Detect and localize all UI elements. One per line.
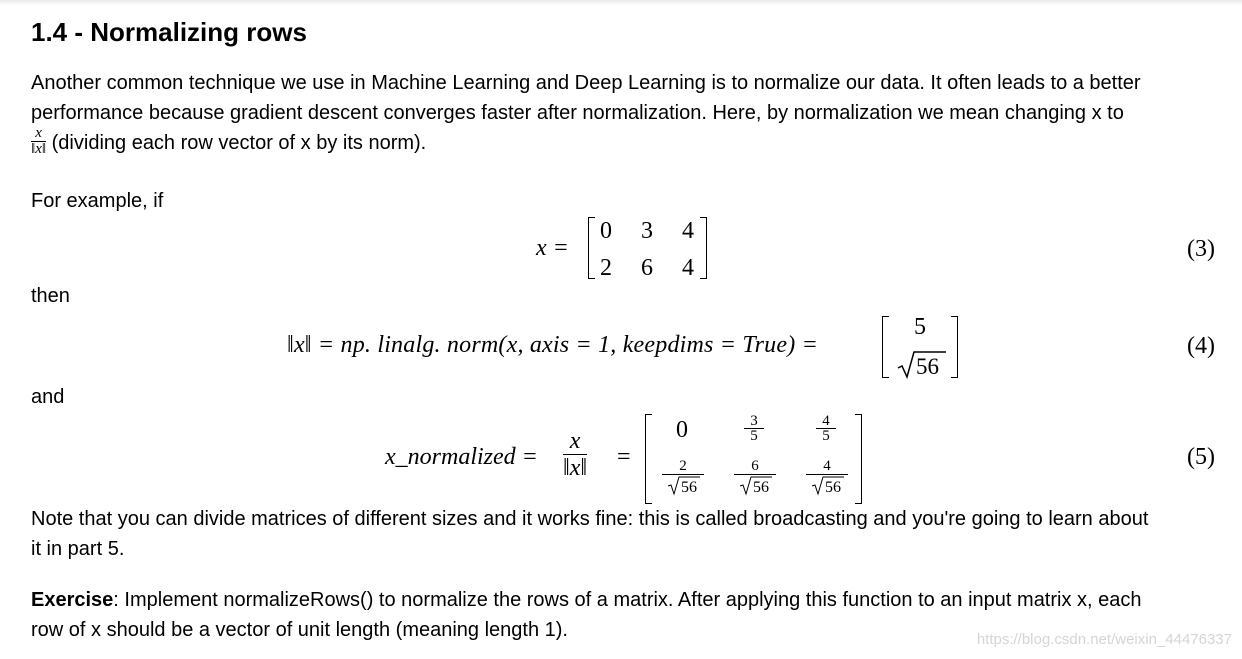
eq5-fraction-body bbox=[563, 428, 587, 481]
exercise-line-2: row of x should be a vector of unit length (meaning length 1). bbox=[31, 619, 568, 641]
inline-fraction-numerator: x bbox=[31, 126, 46, 142]
watermark: https://blog.csdn.net/weixin_44476337 bbox=[976, 631, 1232, 648]
eq5-fraction-numerator: x bbox=[563, 428, 587, 455]
eq5-cell-zero: 0 bbox=[676, 417, 688, 443]
eq5-radicand: 56 bbox=[825, 479, 841, 496]
exercise-line-1 bbox=[31, 585, 1226, 615]
eq3-cell: 0 bbox=[600, 218, 612, 244]
eq5-cell-numerator: 3 bbox=[744, 414, 764, 429]
eq5-cell-denominator: 5 bbox=[750, 428, 758, 444]
note-line-1: Note that you can divide matrices of different sizes and it works fine: this is called broadcasting and you're going to learn about bbox=[31, 508, 1149, 530]
eq5-equals: = bbox=[617, 444, 631, 470]
eq3-cell: 6 bbox=[641, 255, 653, 281]
eq3-number: (3) bbox=[1187, 236, 1215, 262]
intro-line-2: performance because gradient descent converges faster after normalization. Here, by normalization we mean changing x to bbox=[31, 102, 1124, 124]
eq4-top-value: 5 bbox=[914, 314, 926, 340]
eq5-cell-numerator: 4 bbox=[806, 458, 848, 475]
intro-paragraph bbox=[31, 68, 1226, 158]
eq5-sqrt bbox=[662, 475, 704, 497]
eq5-lhs: x_normalized = bbox=[385, 444, 538, 470]
inline-fraction bbox=[31, 126, 46, 157]
eq5-left-bracket bbox=[645, 414, 652, 504]
eq5-radicand: 56 bbox=[681, 479, 697, 496]
exercise-line-1-text: : Implement normalizeRows() to normalize the rows of a matrix. After applying this function to an input matrix x, each bbox=[113, 589, 1142, 611]
eq5-fraction bbox=[563, 428, 587, 481]
eq5-number: (5) bbox=[1187, 444, 1215, 470]
eq5-cell-numerator: 6 bbox=[734, 458, 776, 475]
eq4-number: (4) bbox=[1187, 333, 1215, 359]
eq5-fraction-denominator: ‖x‖ bbox=[563, 455, 588, 481]
inline-fraction-denominator: ‖x‖ bbox=[31, 141, 47, 158]
eq3-lhs-text: x = bbox=[536, 235, 569, 261]
section-heading: 1.4 - Normalizing rows bbox=[31, 17, 307, 47]
eq5-cell-three-fifths bbox=[744, 414, 764, 443]
eq5-right-bracket bbox=[855, 414, 862, 504]
eq3-cell: 3 bbox=[641, 218, 653, 244]
intro-line-1: Another common technique we use in Machine Learning and Deep Learning is to normalize our data. It often leads to a better bbox=[31, 72, 1141, 94]
eq4-left-bracket bbox=[882, 316, 889, 378]
eq5-cell-row2-3 bbox=[806, 458, 848, 501]
top-shadow bbox=[0, 0, 1242, 5]
eq5-sqrt bbox=[806, 475, 848, 497]
eq5-cell-four-fifths bbox=[816, 414, 836, 443]
intro-line-3-text: (dividing each row vector of x by its norm). bbox=[46, 132, 427, 154]
eq3-right-bracket bbox=[700, 217, 707, 279]
eq3-cell: 4 bbox=[682, 218, 694, 244]
eq3-cell: 2 bbox=[600, 255, 612, 281]
eq4-lhs: ‖x‖ = np. linalg. norm(x, axis = 1, keepdims = True) = bbox=[287, 332, 818, 358]
eq3-lhs bbox=[536, 236, 569, 260]
eq5-cell-row2-1 bbox=[662, 458, 704, 501]
eq5-radicand: 56 bbox=[753, 479, 769, 496]
exercise-label: Exercise bbox=[31, 589, 114, 611]
intro-line-3 bbox=[31, 125, 1226, 158]
note-line-2: it in part 5. bbox=[31, 538, 125, 560]
note-paragraph bbox=[31, 504, 1226, 564]
eq5-cell-numerator: 2 bbox=[662, 458, 704, 475]
and-label: and bbox=[31, 386, 65, 408]
eq4-right-bracket bbox=[951, 316, 958, 378]
eq5-cell-numerator: 4 bbox=[816, 414, 836, 429]
eq5-cell-denominator: 5 bbox=[822, 428, 830, 444]
then-label: then bbox=[31, 285, 70, 307]
eq4-radicand: 56 bbox=[916, 354, 939, 379]
eq5-sqrt bbox=[734, 475, 776, 497]
example-label: For example, if bbox=[31, 190, 164, 212]
eq5-cell-row2-2 bbox=[734, 458, 776, 501]
eq4-sqrt bbox=[896, 350, 948, 380]
eq3-cell: 4 bbox=[682, 255, 694, 281]
